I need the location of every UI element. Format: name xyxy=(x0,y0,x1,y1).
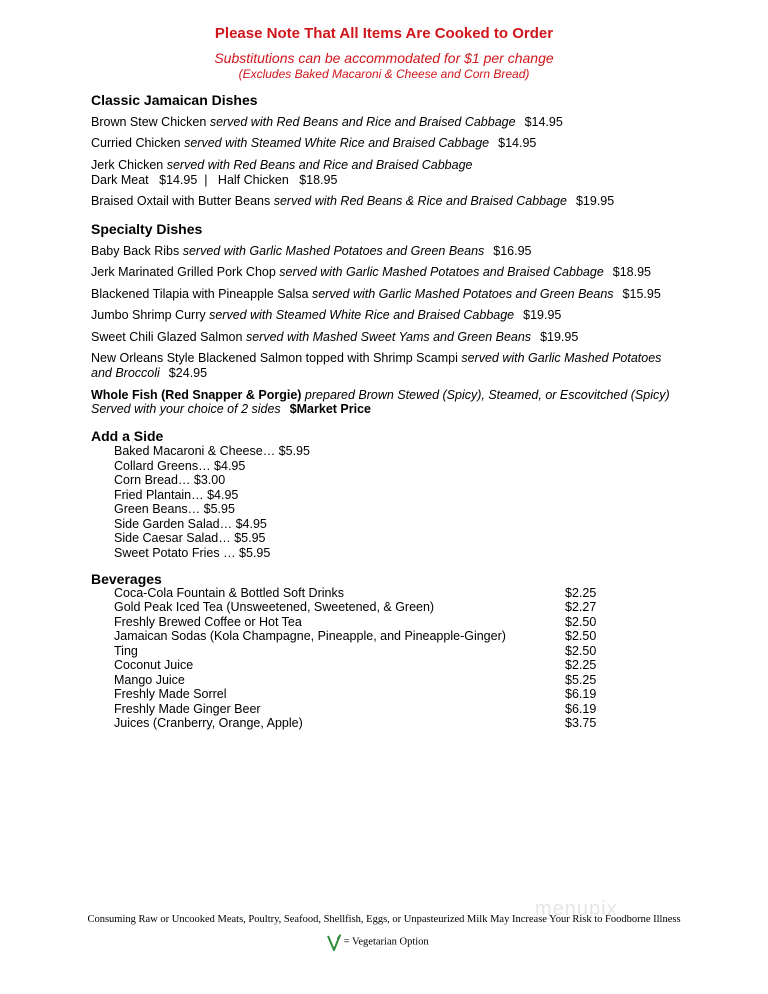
beverage-price: $2.25 xyxy=(565,658,597,672)
item-price: $14.95 xyxy=(498,136,537,150)
item-name: Curried Chicken xyxy=(91,136,181,150)
item-description: served with Steamed White Rice and Braised Cabbage xyxy=(184,136,490,150)
side-item: Corn Bread… $3.00 xyxy=(114,473,226,487)
sides-list xyxy=(114,444,310,560)
specialty-dishes-heading: Specialty Dishes xyxy=(91,221,203,237)
item-description: prepared Brown Stewed (Spicy), Steamed, or Escovitched (Spicy) xyxy=(304,388,670,402)
item-price: $24.95 xyxy=(168,366,208,380)
item-price: $19.95 xyxy=(575,194,615,208)
beverages-heading: Beverages xyxy=(91,571,162,587)
beverage-price: $2.50 xyxy=(565,629,597,643)
side-item: Side Garden Salad… $4.95 xyxy=(114,516,267,531)
item-description: and Broccoli xyxy=(91,366,160,380)
beverage-row xyxy=(114,600,598,615)
beverage-row xyxy=(114,644,598,659)
item-description: served with Steamed White Rice and Braised Cabbage xyxy=(209,308,515,322)
beverage-price: $2.27 xyxy=(565,600,597,614)
vegetarian-legend-label: = Vegetarian Option xyxy=(343,936,429,948)
item-description: served with Red Beans and Rice and Braised Cabbage xyxy=(209,115,516,129)
beverage-name: Freshly Made Ginger Beer xyxy=(114,702,261,716)
beverage-row xyxy=(114,687,598,702)
menu-item xyxy=(91,115,563,129)
watermark: menupix xyxy=(535,898,618,920)
beverage-price: $2.50 xyxy=(565,644,597,658)
vegetarian-legend xyxy=(327,933,429,951)
item-description: served with Garlic Mashed Potatoes and Green Beans xyxy=(311,287,614,301)
substitution-exclusions: (Excludes Baked Macaroni & Cheese and Corn Bread) xyxy=(238,67,530,81)
item-name: New Orleans Style Blackened Salmon topped with Shrimp Scampi xyxy=(91,351,458,365)
item-description: served with Garlic Mashed Potatoes and Green Beans xyxy=(182,244,485,258)
beverage-row xyxy=(114,629,598,644)
sides-heading: Add a Side xyxy=(91,428,164,444)
menu-item xyxy=(91,330,578,344)
beverage-price: $6.19 xyxy=(565,702,597,716)
beverage-price: $3.75 xyxy=(565,716,597,730)
beverage-row xyxy=(114,716,598,731)
item-price: $18.95 xyxy=(612,265,652,279)
beverage-price: $6.19 xyxy=(565,687,597,701)
beverage-price: $2.50 xyxy=(565,615,597,629)
jerk-chicken-options: Dark Meat $14.95 | Half Chicken $18.95 xyxy=(91,173,338,187)
beverage-name: Freshly Made Sorrel xyxy=(114,687,227,701)
beverage-row xyxy=(114,586,598,601)
item-description: served with Mashed Sweet Yams and Green Beans xyxy=(245,330,532,344)
item-name: Baby Back Ribs xyxy=(91,244,180,258)
menu-item xyxy=(91,194,614,208)
side-item: Side Caesar Salad… $5.95 xyxy=(114,531,266,545)
item-description: served with Red Beans & Rice and Braised Cabbage xyxy=(273,194,567,208)
item-price: $19.95 xyxy=(540,330,579,344)
side-item: Green Beans… $5.95 xyxy=(114,502,235,516)
beverage-name: Juices (Cranberry, Orange, Apple) xyxy=(114,716,303,730)
menu-item-continued xyxy=(91,402,371,416)
beverage-row xyxy=(114,615,598,630)
item-price: $14.95 xyxy=(524,115,563,129)
menu-item xyxy=(91,287,661,301)
side-item: Fried Plantain… $4.95 xyxy=(114,487,239,502)
item-name: Jumbo Shrimp Curry xyxy=(91,308,206,322)
item-description: served with Garlic Mashed Potatoes and Braised Cabbage xyxy=(279,265,604,279)
menu-item-continued xyxy=(91,366,207,380)
food-safety-warning: Consuming Raw or Uncooked Meats, Poultry, Seafood, Shellfish, Eggs, or Unpasteurized Milk May Increase Your Risk to Foodborne Illness xyxy=(87,914,681,925)
item-name: Braised Oxtail with Butter Beans xyxy=(91,194,271,208)
menu-item xyxy=(91,158,472,172)
beverage-name: Coconut Juice xyxy=(114,658,194,672)
item-price: $15.95 xyxy=(622,287,661,301)
beverage-name: Gold Peak Iced Tea (Unsweetened, Sweetened, & Green) xyxy=(114,600,435,614)
menu-item xyxy=(91,351,661,365)
classic-dishes-heading: Classic Jamaican Dishes xyxy=(91,92,258,108)
item-price: $Market Price xyxy=(289,402,371,416)
beverage-name: Freshly Brewed Coffee or Hot Tea xyxy=(114,615,302,629)
beverage-price: $2.25 xyxy=(565,586,597,600)
item-name: Blackened Tilapia with Pineapple Salsa xyxy=(91,287,309,301)
beverage-name: Jamaican Sodas (Kola Champagne, Pineapple, and Pineapple-Ginger) xyxy=(114,629,506,643)
menu-item xyxy=(91,308,561,322)
side-item: Sweet Potato Fries … $5.95 xyxy=(114,545,271,560)
menu-item xyxy=(91,136,536,150)
leaf-v-icon xyxy=(327,936,344,947)
item-price: $16.95 xyxy=(493,244,532,258)
cooked-to-order-notice: Please Note That All Items Are Cooked to Order xyxy=(214,25,554,42)
beverage-row xyxy=(114,702,598,717)
side-item: Baked Macaroni & Cheese… $5.95 xyxy=(114,444,310,458)
beverage-row xyxy=(114,673,598,688)
menu-item xyxy=(91,388,670,402)
beverage-row xyxy=(114,658,598,673)
beverage-name: Mango Juice xyxy=(114,673,185,687)
beverage-price: $5.25 xyxy=(565,673,597,687)
item-name: Brown Stew Chicken xyxy=(91,115,207,129)
item-description: served with Garlic Mashed Potatoes xyxy=(461,351,662,365)
beverage-name: Coca-Cola Fountain & Bottled Soft Drinks xyxy=(114,586,344,600)
item-description: served with Red Beans and Rice and Braised Cabbage xyxy=(166,158,473,172)
side-item: Collard Greens… $4.95 xyxy=(114,458,246,473)
menu-item xyxy=(91,244,532,258)
beverage-name: Ting xyxy=(114,644,138,658)
item-name: Jerk Chicken xyxy=(91,158,164,172)
item-description: Served with your choice of 2 sides xyxy=(91,402,281,416)
item-name: Whole Fish (Red Snapper & Porgie) xyxy=(91,388,302,402)
substitution-note: Substitutions can be accommodated for $1 per change xyxy=(214,50,554,66)
item-name: Sweet Chili Glazed Salmon xyxy=(91,330,243,344)
menu-item xyxy=(91,265,651,279)
item-price: $19.95 xyxy=(523,308,562,322)
item-name: Jerk Marinated Grilled Pork Chop xyxy=(91,265,276,279)
